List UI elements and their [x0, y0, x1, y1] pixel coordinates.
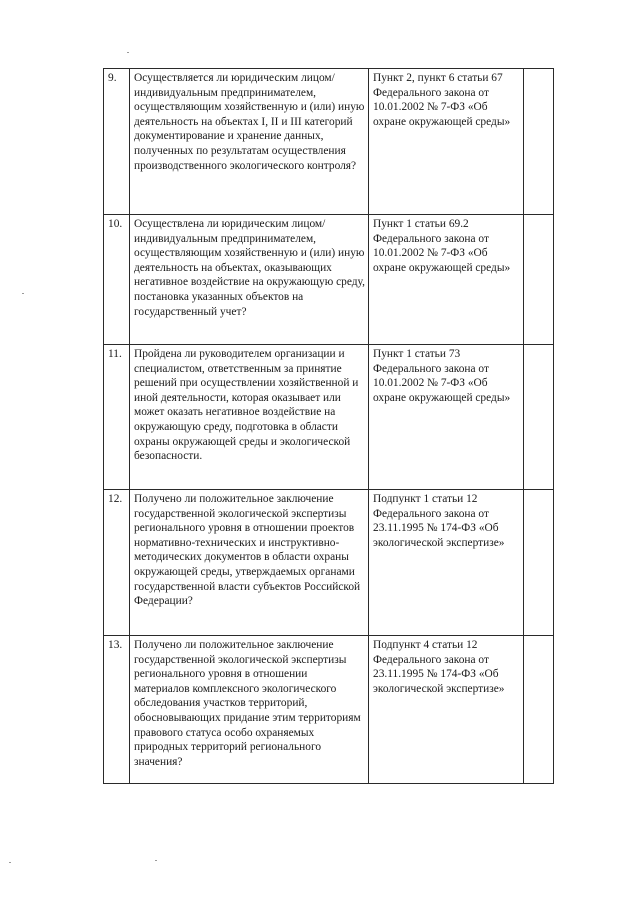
row-question: Получено ли положительное заключение государственной экологической экспертизы регионального уровня в отношении материалов комплексного экологического обследования участков территорий, обосновывающих придание этим территориям правового статуса особо охраняемых природных территорий регионального значения? [130, 636, 369, 784]
row-legal-reference: Подпункт 1 статьи 12 Федерального закона от 23.11.1995 № 174-ФЗ «Об экологической экспертизе» [369, 490, 524, 636]
row-legal-reference: Подпункт 4 статьи 12 Федерального закона от 23.11.1995 № 174-ФЗ «Об экологической экспертизе» [369, 636, 524, 784]
row-number: 9. [104, 69, 130, 215]
table-row [104, 345, 554, 490]
row-number: 12. [104, 490, 130, 636]
row-answer-cell [524, 345, 554, 490]
scan-speck [127, 52, 129, 53]
row-number: 11. [104, 345, 130, 490]
row-legal-reference: Пункт 2, пункт 6 статьи 67 Федерального закона от 10.01.2002 № 7-ФЗ «Об охране окружающей среды» [369, 69, 524, 215]
row-answer-cell [524, 215, 554, 345]
row-legal-reference: Пункт 1 статьи 73 Федерального закона от 10.01.2002 № 7-ФЗ «Об охране окружающей среды» [369, 345, 524, 490]
row-answer-cell [524, 69, 554, 215]
scan-speck [9, 862, 11, 863]
row-legal-reference: Пункт 1 статьи 69.2 Федерального закона от 10.01.2002 № 7-ФЗ «Об охране окружающей среды» [369, 215, 524, 345]
row-question: Получено ли положительное заключение государственной экологической экспертизы регионального уровня в отношении проектов нормативно-технических и инструктивно-методических документов в области охраны окружающей среды, утверждаемых органами государственной власти субъектов Российской Федерации? [130, 490, 369, 636]
checklist-table [103, 68, 554, 784]
scan-speck [155, 860, 157, 861]
row-number: 10. [104, 215, 130, 345]
scan-speck [22, 293, 24, 294]
table-row [104, 215, 554, 345]
row-question: Пройдена ли руководителем организации и специалистом, ответственным за принятие решений при осуществлении хозяйственной и иной деятельности, которая оказывает или может оказать негативное воздействие на окружающую среду, подготовка в области охраны окружающей среды и экологической безопасности. [130, 345, 369, 490]
table-row [104, 636, 554, 784]
table-row [104, 490, 554, 636]
row-question: Осуществлена ли юридическим лицом/индивидуальным предпринимателем, осуществляющим хозяйственную и (или) иную деятельность на объектах, оказывающих негативное воздействие на окружающую среду, постановка указанных объектов на государственный учет? [130, 215, 369, 345]
row-answer-cell [524, 490, 554, 636]
row-number: 13. [104, 636, 130, 784]
table-row [104, 69, 554, 215]
row-answer-cell [524, 636, 554, 784]
row-question: Осуществляется ли юридическим лицом/индивидуальным предпринимателем, осуществляющим хозяйственную и (или) иную деятельность на объектах I, II и III категорий документирование и хранение данных, полученных по результатам осуществления производственного экологического контроля? [130, 69, 369, 215]
